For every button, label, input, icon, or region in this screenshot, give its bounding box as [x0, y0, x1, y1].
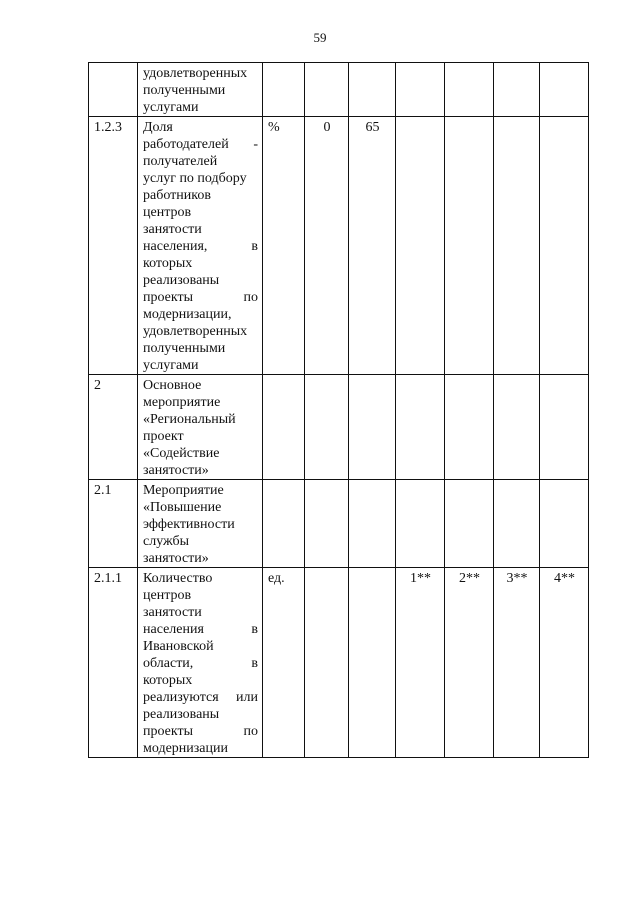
value-cell [305, 63, 349, 117]
description-line: «Содействие [143, 446, 220, 461]
table-row [89, 117, 589, 375]
unit-cell: % [263, 117, 305, 375]
value-cell [396, 63, 445, 117]
unit-cell [263, 480, 305, 568]
description-line: мероприятие [143, 395, 221, 410]
value-cell: 4** [540, 568, 589, 758]
row-number: 2.1.1 [89, 568, 138, 758]
description-line: центров [143, 205, 192, 220]
indicators-table [88, 62, 589, 758]
description-line: услугами [143, 358, 199, 373]
description-line: занятости» [143, 551, 209, 566]
value-cell [445, 117, 494, 375]
description-line: услуг по подбору [143, 171, 247, 186]
description-line: эффективности [143, 517, 235, 532]
row-description [138, 568, 263, 758]
value-cell [494, 63, 540, 117]
description-line: получателей [143, 154, 218, 169]
description-line: модернизации, [143, 307, 232, 322]
description-line: которых [143, 673, 193, 688]
value-cell [396, 117, 445, 375]
value-cell: 2** [445, 568, 494, 758]
value-cell [494, 117, 540, 375]
value-cell [305, 375, 349, 480]
description-line: проекты по [143, 290, 258, 305]
value-cell [540, 480, 589, 568]
row-description [138, 375, 263, 480]
row-description [138, 480, 263, 568]
value-cell: 3** [494, 568, 540, 758]
table-row [89, 480, 589, 568]
description-line: реализованы [143, 707, 220, 722]
value-cell [540, 63, 589, 117]
row-number [89, 63, 138, 117]
value-cell: 65 [349, 117, 396, 375]
value-cell [540, 375, 589, 480]
table-row [89, 568, 589, 758]
description-line: населения в [143, 622, 258, 637]
value-cell [305, 480, 349, 568]
description-line: проект [143, 429, 184, 444]
value-cell [305, 568, 349, 758]
value-cell [349, 375, 396, 480]
description-line: Мероприятие [143, 483, 224, 498]
description-line: Количество [143, 571, 213, 586]
value-cell [396, 375, 445, 480]
description-line: «Повышение [143, 500, 222, 515]
description-line: которых [143, 256, 193, 271]
description-line: удовлетворенных [143, 66, 248, 81]
value-cell [445, 63, 494, 117]
unit-cell [263, 375, 305, 480]
row-description [138, 117, 263, 375]
value-cell: 1** [396, 568, 445, 758]
value-cell [396, 480, 445, 568]
value-cell: 0 [305, 117, 349, 375]
unit-cell [263, 63, 305, 117]
description-line: работодателей - [143, 137, 258, 152]
description-line: «Региональный [143, 412, 236, 427]
unit-cell: ед. [263, 568, 305, 758]
page-number: 59 [313, 30, 327, 45]
description-line: службы [143, 534, 190, 549]
description-line: области, в [143, 656, 258, 671]
description-line: полученными [143, 83, 226, 98]
description-line: занятости [143, 605, 202, 620]
description-line: Доля [143, 120, 173, 135]
value-cell [494, 480, 540, 568]
value-cell [349, 480, 396, 568]
description-line: Ивановской [143, 639, 214, 654]
table-row [89, 63, 589, 117]
value-cell [494, 375, 540, 480]
value-cell [445, 480, 494, 568]
description-line: реализованы [143, 273, 220, 288]
row-number: 2 [89, 375, 138, 480]
description-line: удовлетворенных [143, 324, 248, 339]
value-cell [445, 375, 494, 480]
description-line: центров [143, 588, 192, 603]
row-number: 1.2.3 [89, 117, 138, 375]
description-line: Основное [143, 378, 202, 393]
value-cell [349, 568, 396, 758]
description-line: реализуются или [143, 690, 258, 705]
description-line: населения, в [143, 239, 258, 254]
table-body [89, 63, 589, 758]
description-line: занятости [143, 222, 202, 237]
row-number: 2.1 [89, 480, 138, 568]
description-line: занятости» [143, 463, 209, 478]
value-cell [540, 117, 589, 375]
row-description [138, 63, 263, 117]
table-row [89, 375, 589, 480]
value-cell [349, 63, 396, 117]
description-line: работников [143, 188, 211, 203]
description-line: проекты по [143, 724, 258, 739]
description-line: модернизации [143, 741, 228, 756]
description-line: услугами [143, 100, 199, 115]
description-line: полученными [143, 341, 226, 356]
